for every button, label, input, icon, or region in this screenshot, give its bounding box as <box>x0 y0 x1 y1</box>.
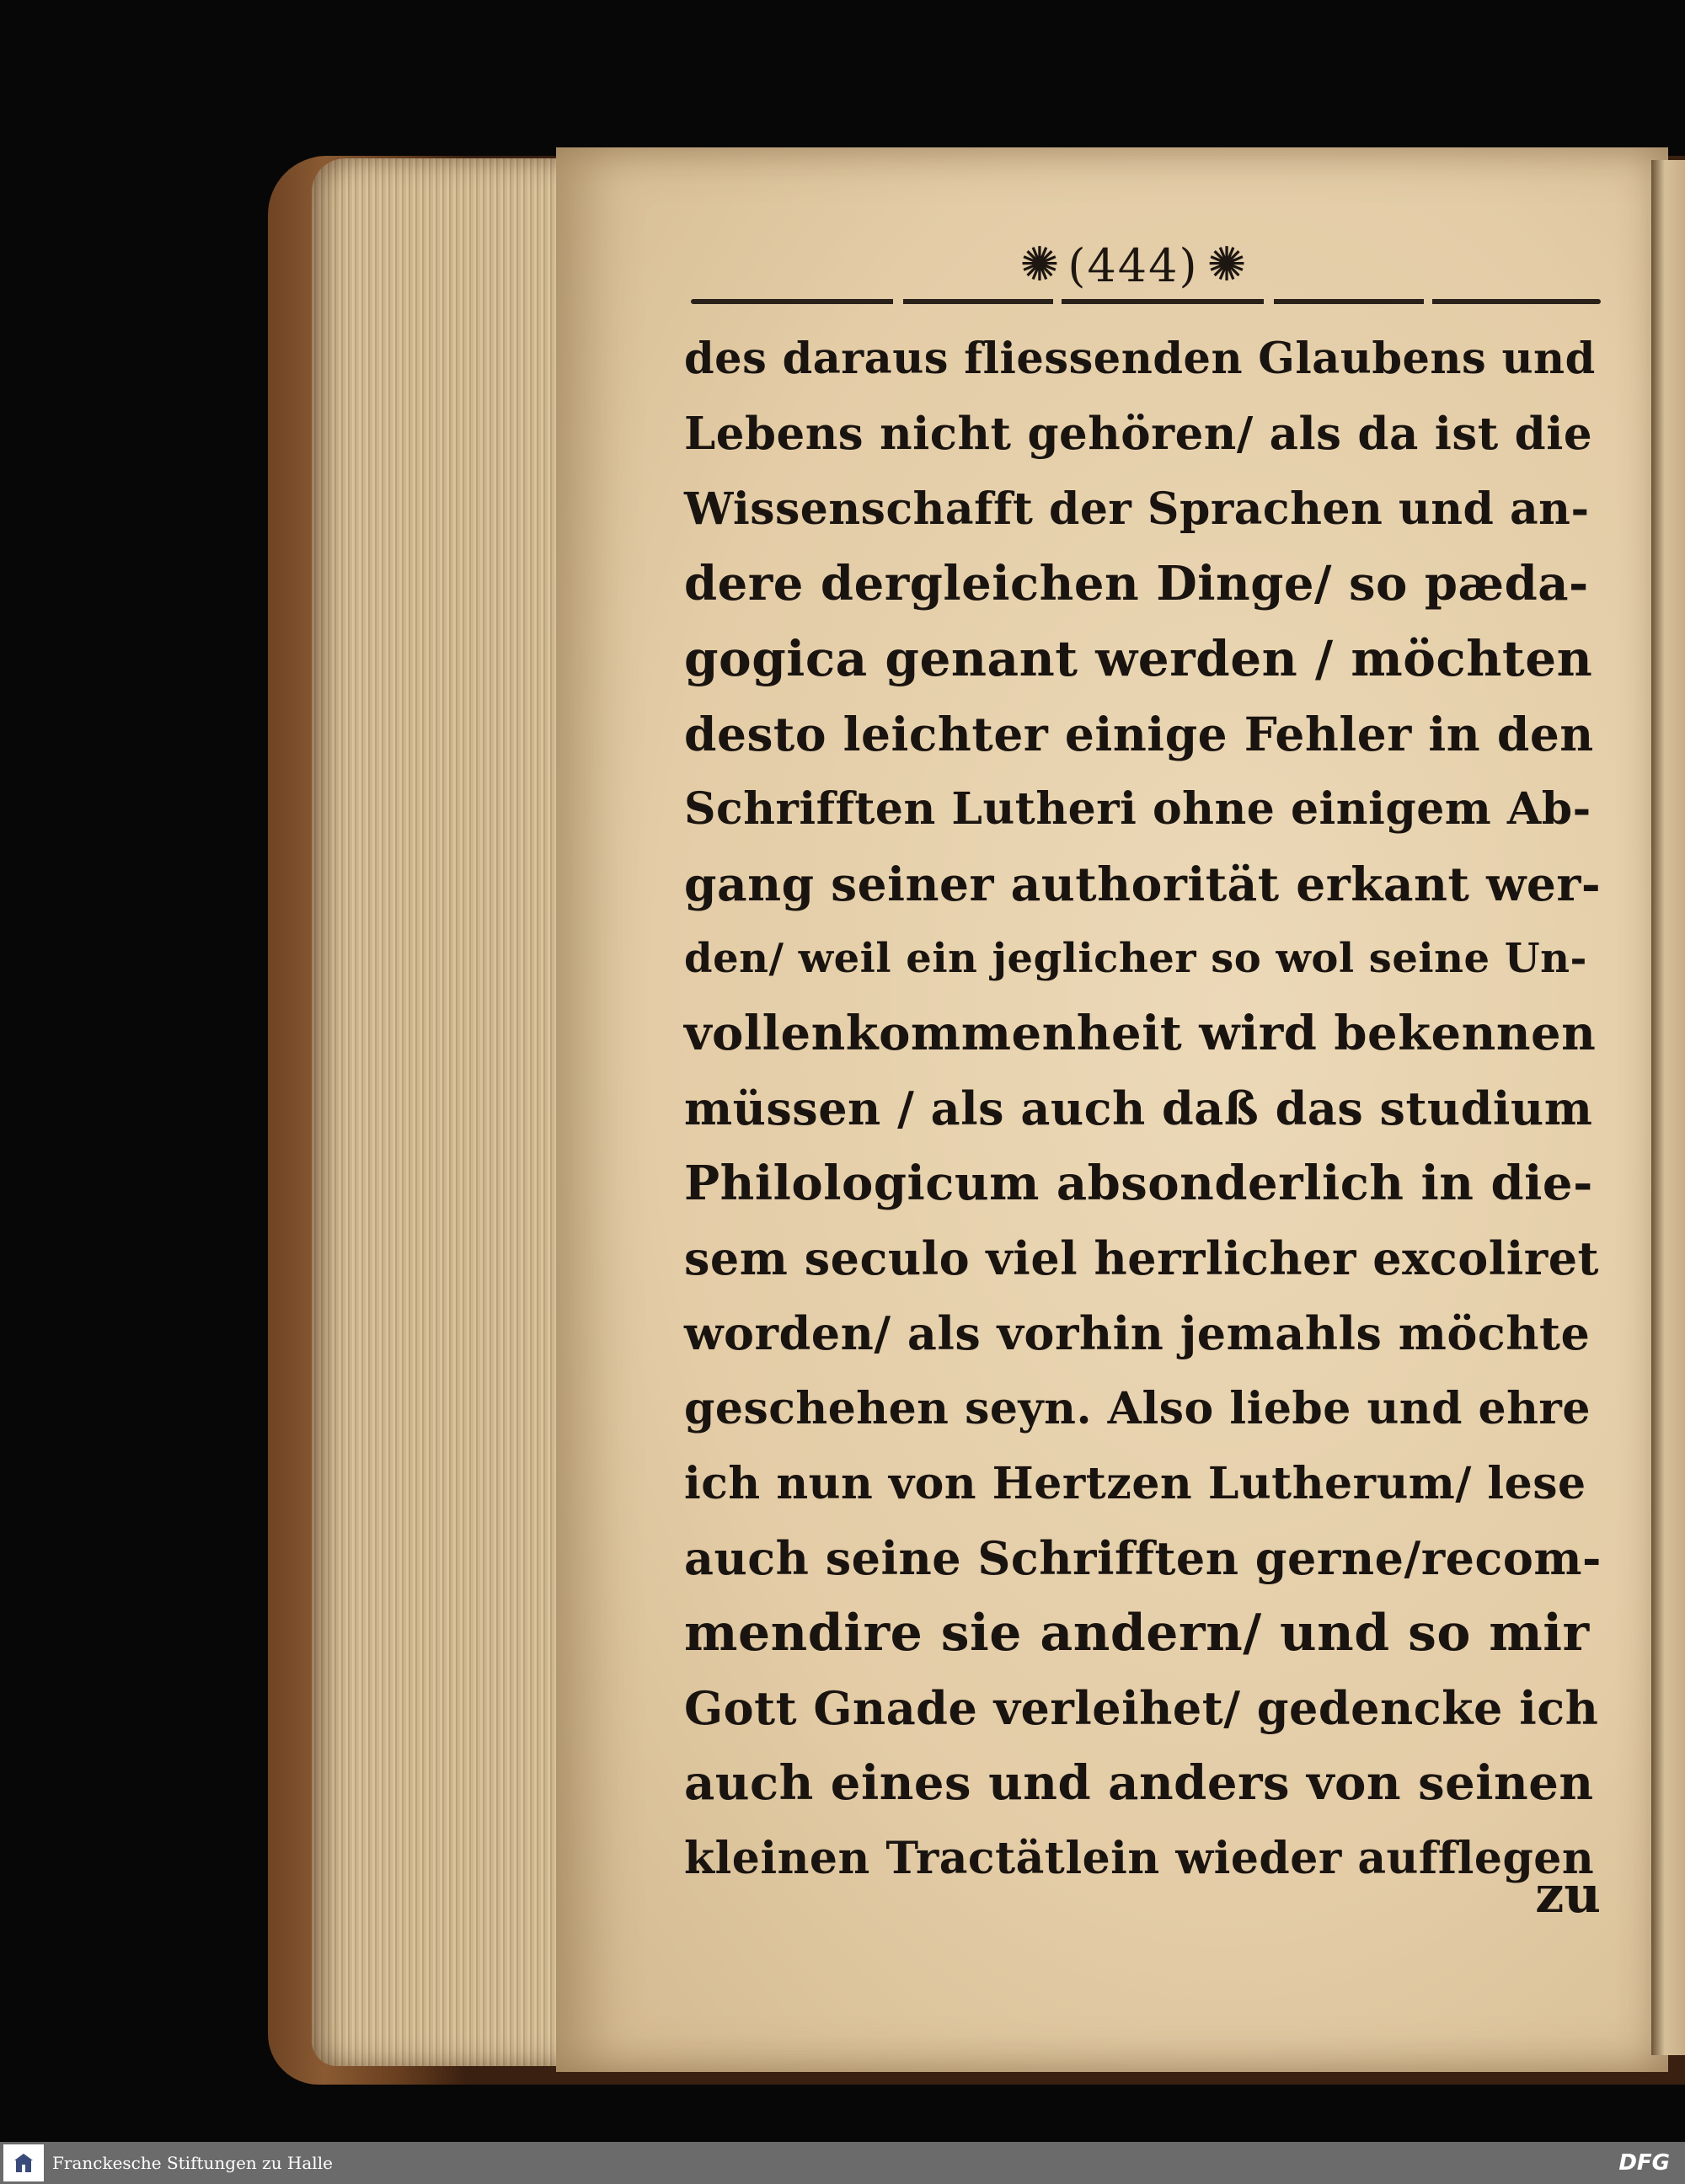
ornament-right-icon: ✺ <box>1206 238 1247 292</box>
viewer-footer <box>0 2142 1685 2184</box>
text-line: den/ weil ein jeglicher so wol seine Un- <box>684 935 1587 982</box>
institution-logo-icon[interactable] <box>3 2144 44 2181</box>
page-header <box>986 236 1281 295</box>
text-line: desto leichter einige Fehler in den <box>684 707 1594 761</box>
text-line: worden/ als vorhin jemahls möchte <box>684 1306 1591 1360</box>
text-line: des daraus fliessenden Glaubens und <box>684 334 1596 384</box>
institution-name: Franckesche Stiftungen zu Halle <box>52 2153 333 2173</box>
text-line: geschehen seyn. Also liebe und ehre <box>684 1383 1591 1434</box>
text-line: auch seine Schrifften gerne/recom- <box>684 1531 1602 1585</box>
text-line: Schrifften Lutheri ohne einigem Ab- <box>684 783 1591 835</box>
text-line: gang seiner authorität erkant wer- <box>684 857 1602 911</box>
text-line: auch eines und anders von seinen <box>684 1755 1594 1811</box>
text-line: mendire sie andern/ und so mir <box>684 1604 1590 1663</box>
text-line: Gott Gnade verleihet/ gedencke ich <box>684 1681 1599 1735</box>
text-line: Philologicum absonderlich in die- <box>684 1156 1593 1211</box>
text-line: sem seculo viel herrlicher excoliret <box>684 1231 1600 1285</box>
ornament-left-icon: ✺ <box>1019 238 1060 292</box>
text-line: gogica genant werden / möchten <box>684 630 1593 687</box>
text-line: müssen / als auch daß das studium <box>684 1081 1593 1135</box>
dfg-logo: DFG <box>1618 2150 1670 2176</box>
facing-page-edge <box>1651 160 1685 2055</box>
text-line: vollenkommenheit wird bekennen <box>684 1006 1597 1061</box>
text-line: dere dergleichen Dinge/ so pæda- <box>684 556 1589 611</box>
text-line: Lebens nicht gehören/ als da ist die <box>684 408 1593 460</box>
text-line: kleinen Tractätlein wieder aufflegen <box>684 1833 1595 1884</box>
text-line: ich nun von Hertzen Lutherum/ lese <box>684 1458 1586 1509</box>
catchword: zu <box>1535 1866 1601 1925</box>
building-icon <box>11 2150 36 2176</box>
header-rule <box>691 299 1601 304</box>
text-line: Wissenschafft der Sprachen und an- <box>684 483 1590 535</box>
page-number: (444) <box>1067 238 1199 292</box>
page-text <box>684 322 1602 1896</box>
